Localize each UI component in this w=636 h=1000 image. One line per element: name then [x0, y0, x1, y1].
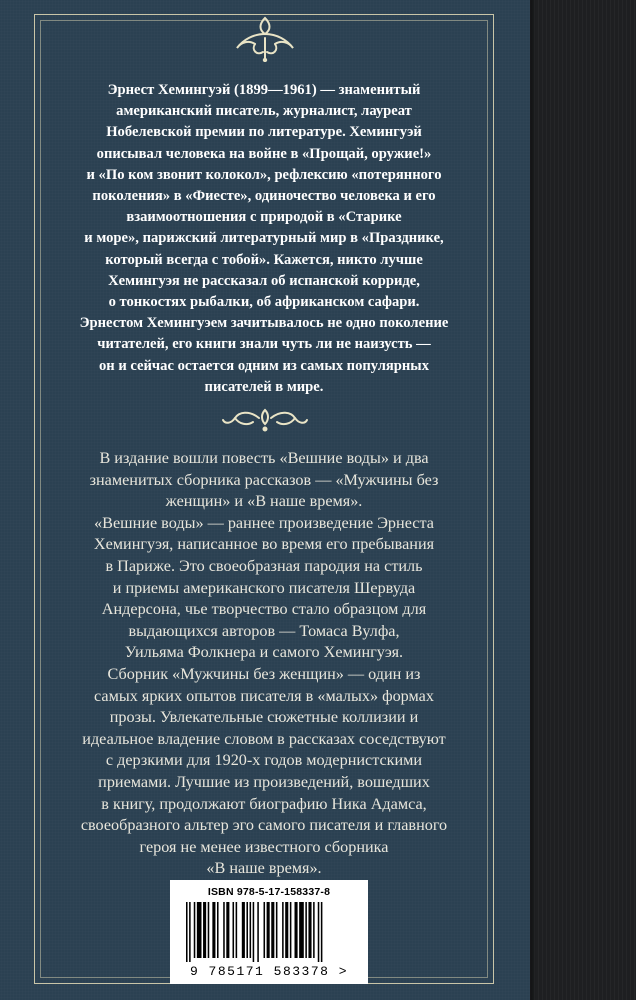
flourish-icon — [0, 14, 530, 67]
description-line: прозы. Увлекательные сюжетные коллизии и — [109, 708, 419, 727]
barcode-bar — [236, 902, 238, 958]
bio-line: американский писатель, журналист, лауреат — [116, 103, 412, 120]
description-line: идеальное владение словом в рассказах соседствуют — [82, 729, 446, 748]
bio-line: который всегда с тобой». Кажется, никто лучше — [105, 251, 423, 268]
barcode-bar — [250, 902, 252, 958]
bio-line: Нобелевской премии по литературе. Хемингуэй — [106, 124, 422, 141]
description-paragraph — [52, 513, 476, 664]
description-line: женщин» и «В наше время». — [165, 492, 363, 511]
barcode-bar — [197, 902, 202, 958]
description-line: в книгу, продолжают биографию Ника Адамса, — [101, 794, 427, 813]
description-line: в Париже. Это своеобразная пародия на стиль — [105, 556, 423, 575]
description-paragraph — [52, 664, 476, 880]
description-paragraph — [52, 448, 476, 513]
barcode-bar — [305, 902, 307, 958]
description-line: «В наше время». — [206, 859, 322, 878]
book-description — [52, 448, 476, 880]
description-line: своеобразного альтер эго самого писателя и главного — [80, 816, 448, 835]
barcode-bar — [226, 902, 229, 958]
barcode-bar — [318, 902, 320, 962]
description-line: «Вешние воды» — раннее произведение Эрнеста — [94, 513, 434, 532]
barcode-bar — [321, 902, 323, 962]
bio-line: описывал человека на войне в «Прощай, оружие!» — [96, 145, 432, 162]
barcode-bar — [253, 902, 255, 962]
description-line: выдающихся авторов — Томаса Вулфа, — [128, 621, 400, 640]
isbn-barcode — [170, 880, 368, 984]
barcode-bar — [217, 902, 219, 958]
description-line: Хемингуэя, написанное во время его пребывания — [93, 535, 435, 554]
bio-line: читателей, его книги знали чуть ли не наизусть — — [97, 336, 431, 353]
description-line: знаменитых сборника рассказов — «Мужчины без — [89, 470, 439, 489]
barcode-bar — [295, 902, 298, 958]
bio-line: писателей в мире. — [204, 378, 324, 395]
barcode-bar — [223, 902, 225, 958]
ean-digits: 9 785171 583378 > — [189, 964, 349, 979]
barcode-bar — [271, 902, 274, 958]
barcode-bar — [313, 902, 315, 958]
description-line: Сборник «Мужчины без женщин» — один из — [107, 664, 421, 683]
barcode-bars — [186, 902, 352, 962]
bio-line: и «По ком звонит колокол», рефлексию «потерянного — [86, 166, 442, 183]
barcode-bar — [308, 902, 311, 958]
barcode-bar — [290, 902, 292, 958]
description-line: Андерсона, чье творчество стало образцом для — [101, 600, 427, 619]
barcode-bar — [282, 902, 284, 958]
description-line: самых ярких опытов писателя в «малых» формах — [94, 686, 434, 705]
barcode-bar — [276, 902, 278, 958]
barcode-bar — [203, 902, 206, 958]
description-line: Уильяма Фолкнера и самого Хемингуэя. — [124, 643, 404, 662]
flourish-divider-icon — [0, 404, 530, 439]
bio-line: поколения» в «Фиесте», одиночество человека и его — [92, 188, 436, 205]
spine-shadow — [530, 0, 536, 1000]
barcode-bar — [267, 902, 270, 958]
barcode-bar — [189, 902, 191, 962]
description-line: и приемы американского писателя Шервуда — [112, 578, 416, 597]
bio-line: о тонкостях рыбалки, об африканском сафари. — [108, 294, 420, 311]
bio-line: Эрнест Хемингуэй (1899—1961) — знаменитый — [107, 82, 421, 98]
bio-line: Эрнестом Хемингуэем зачитывалось не одно поколение — [79, 315, 449, 332]
barcode-bar — [208, 902, 210, 958]
barcode-bar — [186, 902, 188, 962]
bio-line: взаимоотношения с природой в «Старике — [126, 209, 402, 226]
bio-line: Хемингуэя не рассказал об испанской корриде, — [108, 272, 420, 289]
author-bio — [52, 80, 476, 398]
barcode-bar — [233, 902, 235, 958]
bio-line: он и сейчас остается одним из самых популярных — [98, 357, 430, 374]
barcode-bar — [246, 902, 248, 958]
description-line: героя не менее известного сборника — [139, 837, 389, 856]
barcode-bar — [285, 902, 288, 958]
barcode-bar — [299, 902, 304, 958]
barcode-bar — [264, 902, 266, 958]
barcode-bar — [242, 902, 245, 958]
description-line: приемами. Лучшие из произведений, вошедших — [98, 772, 430, 791]
description-line: В издание вошли повесть «Вешние воды» и два — [99, 449, 429, 467]
description-line: с дерзкими для 1920-х годов модернистскими — [105, 751, 423, 770]
isbn-label: ISBN 978-5-17-158337-8 — [207, 886, 331, 898]
barcode-bar — [212, 902, 215, 958]
book-spine — [530, 0, 636, 1000]
barcode-bar — [194, 902, 196, 958]
barcode-bar — [257, 902, 259, 962]
bio-line: и море», парижский литературный мир в «Празднике, — [84, 230, 444, 247]
